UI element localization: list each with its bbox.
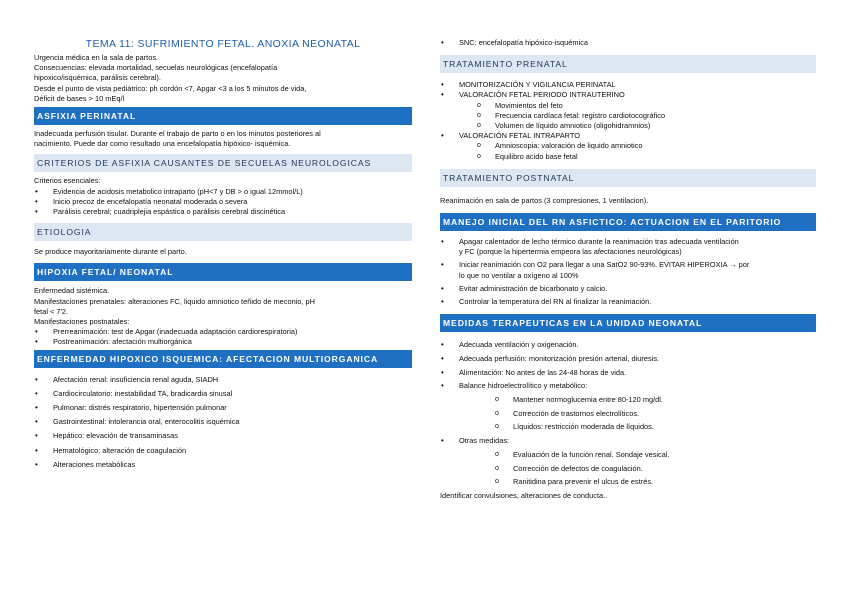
criterios-block <box>34 176 412 217</box>
snc-list <box>440 38 816 48</box>
intro-line: Déficit de bases > 10 mEq/l <box>34 93 125 103</box>
section-heading-manejo: MANEJO INICIAL DEL RN ASFICTICO: ACTUACION EN EL PARITORIO <box>440 213 816 231</box>
list-item: • Adecuada perfusión: monitorización presión arterial, diuresis. <box>440 352 816 366</box>
list-item: • Cardiocirculatorio: inestabilidad TA, bradicardia sinusal <box>34 387 412 401</box>
list-item: • Adecuada ventilación y oxigenación. <box>440 338 816 352</box>
list-item: • Alteraciones metabólicas <box>34 458 412 472</box>
list-item: • Afectación renal: insuficiencia renal aguda, SIADH <box>34 373 412 387</box>
section-heading-criterios: CRITERIOS DE ASFIXIA CAUSANTES DE SECUELAS NEUROLOGICAS <box>34 154 412 172</box>
list-subitem: o Mantener normoglucemia entre 80-120 mg/dl. <box>440 393 816 407</box>
section-heading-hipoxia: HIPOXIA FETAL/ NEONATAL <box>34 263 412 281</box>
intro-line: hipoxico/isquémica, parálisis cerebral). <box>34 73 161 83</box>
section-heading-etiologia: ETIOLOGIA <box>34 223 412 241</box>
list-subitem: o Evaluación de la función renal. Sondaje vesical. <box>440 448 816 462</box>
postnatal-text: Reanimación en sala de partos (3 compresiones, 1 ventilacion). <box>440 195 649 205</box>
item-line: • Apagar calentador de lecho térmico durante la reanimación tras adecuada ventilación <box>459 237 739 247</box>
section-heading-asfixia: ASFIXIA PERINATAL <box>34 107 412 125</box>
medidas-list <box>440 338 816 489</box>
list-item: • Pulmonar: distrés respiratorio, hipertensión pulmonar <box>34 401 412 415</box>
text-line: Manifestaciones prenatales: alteraciones FC, liquido amniotico teñido de meconio, pH <box>34 296 315 306</box>
criterios-list <box>34 187 412 218</box>
list-item <box>440 284 816 294</box>
hipoxia-block <box>34 286 412 347</box>
section-heading-prenatal: TRATAMIENTO PRENATAL <box>440 55 816 73</box>
prenatal-list <box>440 80 816 162</box>
list-item: • Inicio precoz de encefalopatía neonatal moderada o severa <box>34 197 412 207</box>
intro-block <box>34 53 412 104</box>
list-subitem: o Volumen de líquido amniotico (oligohidramnios) <box>440 121 816 131</box>
list-item: • Hematológico: alteración de coagulación <box>34 444 412 458</box>
list-subitem: o Amnioscopia: valoración de liquido amniotico <box>440 141 816 151</box>
list-subitem: o Líquidos: restricción moderada de líquidos. <box>440 420 816 434</box>
list-item <box>440 297 816 307</box>
text-line: Inadecuada perfusión tisular. Durante el trabajo de parto o en los minutos posteriores al <box>34 129 321 139</box>
medidas-footer: Identificar convulsiones, alteraciones de conducta.. <box>440 490 608 500</box>
list-subitem: o Equilibro acido base fetal <box>440 152 816 162</box>
list-item: • Balance hidroelectrolítico y metabólico: <box>440 379 816 393</box>
page-title: TEMA 11: SUFRIMIENTO FETAL. ANOXIA NEONATAL <box>85 38 361 50</box>
item-line: lo que no ventilar a oxígeno al 100% <box>459 270 579 280</box>
text-line: fetal < 7'2. <box>34 306 69 316</box>
list-subitem: o Corrección de defectos de coagulación. <box>440 462 816 476</box>
item-line: • Iniciar reanimación con O2 para llegar a una SatO2 90-93%. EVITAR HIPEROXIA → por <box>459 260 750 270</box>
item-line: • Evitar administración de bicarbonato y calcio. <box>459 283 608 293</box>
manejo-list <box>440 237 816 307</box>
list-item: • Alimentación: No antes de las 24-48 horas de vida. <box>440 366 816 380</box>
list-subitem: o Corrección de trastornos electrolíticos. <box>440 407 816 421</box>
list-item: • MONITORIZACIÓN Y VIGILANCIA PERINATAL <box>440 80 816 90</box>
asfixia-text <box>34 129 412 149</box>
etiologia-text: Se produce mayoritariamente durante el parto. <box>34 247 187 257</box>
list-item: • Parálisis cerebral; cuadriplejia espástica o parálisis cerebral discinética <box>34 207 412 217</box>
item-line: y FC (porque la hipertermia empeora las afectaciones neurológicas) <box>459 247 682 257</box>
list-item <box>440 237 816 257</box>
intro-line: Urgencia médica en la sala de partos. <box>34 53 159 62</box>
list-item: • Postreanimación: afectación multiorgánica <box>34 337 412 347</box>
section-heading-enfermedad: ENFERMEDAD HIPOXICO ISQUEMICA: AFECTACION MULTIORGANICA <box>34 350 412 368</box>
list-item <box>440 260 816 280</box>
text-line: Enfermedad sistémica. <box>34 286 110 296</box>
list-item: • SNC: encefalopatía hipóxico-isquémica <box>440 38 816 48</box>
list-item: • Prerreanimación: test de Apgar (inadecuada adaptación cardiorespiratoria) <box>34 327 412 337</box>
item-line: • Controlar la temperatura del RN al finalizar la reanimación. <box>459 297 652 307</box>
hipoxia-list <box>34 327 412 347</box>
right-column <box>440 0 816 503</box>
list-item: • Gastrointestinal: intolerancia oral, enterocolitis isquémica <box>34 415 412 429</box>
list-subitem: o Frecuencia cardíaca fetal: registro cardiotocográfico <box>440 111 816 121</box>
intro-line: Consecuencias: elevada mortalidad, secuelas neurológicas (encefalopatía <box>34 63 278 73</box>
list-subitem: o Ranitidina para prevenir el ulcus de estrés. <box>440 475 816 489</box>
enfermedad-list <box>34 373 412 472</box>
section-heading-postnatal: TRATAMIENTO POSTNATAL <box>440 169 816 187</box>
list-subitem: o Movimientos del feto <box>440 101 816 111</box>
text-line: Manifestaciones postnatales: <box>34 317 130 327</box>
list-item: • Otras medidas: <box>440 434 816 448</box>
section-heading-medidas: MEDIDAS TERAPEUTICAS EN LA UNIDAD NEONATAL <box>440 314 816 332</box>
left-column <box>34 0 412 472</box>
list-item: • VALORACIÓN FETAL INTRAPARTO <box>440 131 816 141</box>
list-item: • Evidencia de acidosis metabolico intraparto (pH<7 y DB > o igual 12mmol/L) <box>34 187 412 197</box>
list-item: • VALORACIÓN FETAL PERIODO INTRAUTERINO <box>440 90 816 100</box>
criterios-lead: Criterios esenciales: <box>34 176 101 186</box>
list-item: • Hepático: elevación de transaminasas <box>34 429 412 443</box>
intro-line: Desde el punto de vista pediátrico: ph cordón <7, Apgar <3 a los 5 minutos de vida, <box>34 83 307 93</box>
text-line: nacimiento. Puede dar como resultado una encefalopatía hipóxico- isquémica. <box>34 139 291 149</box>
